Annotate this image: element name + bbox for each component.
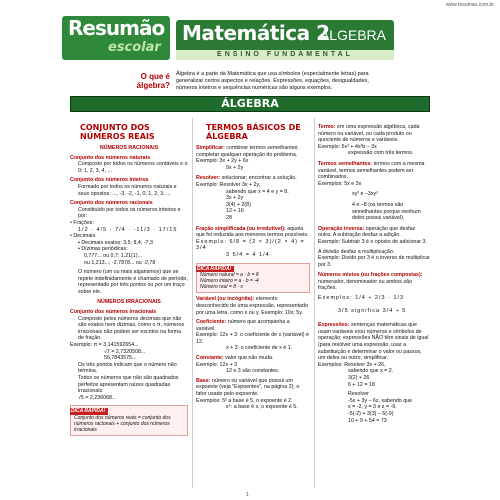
intro-text: Álgebra é a parte da Matemática que usa símbolos (especialmente letras) para generalizar certos aspectos e relações. Expressões, equações, desigualdades, números inteiros e sequências numéricas são alguns exemplos. <box>176 71 369 91</box>
column-real-numbers <box>70 114 188 500</box>
column-divider <box>192 118 193 488</box>
term-label: Simplificar: <box>196 145 225 151</box>
intro-question: O que é álgebra? <box>136 72 170 90</box>
term-label: Operação inversa: <box>318 225 365 232</box>
page-title: Matemática 2 <box>182 21 330 45</box>
tagline: ENSINO FUNDAMENTAL <box>176 50 394 60</box>
example: expressão com três termos. <box>348 150 414 157</box>
term-definition: combinar termos semelhantes; completar qualquer operação do problema. <box>196 145 299 158</box>
list-label: • Decimais: <box>70 233 97 240</box>
example: 9x + 2y <box>226 164 244 171</box>
term-label: Expressões: <box>318 322 350 329</box>
example: 3/5 significa 3/4 ÷ 5 <box>338 307 407 314</box>
example: Resolver <box>348 391 369 398</box>
subheading: Conjunto dos números naturais <box>70 154 151 161</box>
quick-tip-line: Número natural = a · b = 8 <box>200 271 259 278</box>
column-terms-expressions <box>318 114 430 500</box>
term-label: Fração simplificada (ou irredutível): <box>196 225 286 232</box>
term-label: Resolver: <box>196 175 221 182</box>
term-definition: sentenças matemáticas que usam variáveis e/ou números e símbolos de operação; expressões NÃO têm sinais de igual (para resolver uma expressão, usar a substituição e determinar o valor ou passos, um deles ou outro; simplificar. <box>318 322 429 362</box>
example: 10 + 9 + 54 = 73 <box>348 417 387 424</box>
example: 56,7843575... <box>104 355 137 362</box>
paragraph: Composto por todos os números contáveis e o 0; 1, 2, 3, 4, ... <box>78 161 188 174</box>
example: sabendo que x = 2. <box>348 368 394 375</box>
title-box <box>176 20 394 50</box>
term-label: Termos semelhantes: <box>318 160 373 167</box>
example: √7 = 2,7320508... <box>104 348 146 355</box>
paragraph: Constituído por todos os números inteiros e por: <box>78 206 181 220</box>
quick-tip-box <box>70 405 188 436</box>
example: √5 = 2,236068... <box>78 394 117 401</box>
logo-text-bottom: escolar <box>108 40 161 55</box>
header <box>62 14 392 58</box>
example: 6 + 12 = 18 <box>348 381 375 388</box>
list-item: ou 1,213...; -2,7878... ou -2,78 <box>84 259 156 266</box>
paragraph: A divisão desfaz a multiplicação. <box>318 248 395 255</box>
subheading: Conjunto dos números inteiros <box>70 177 149 184</box>
term-definition: número ou variável que possui um expoente (veja "Expoentes", na página 2); o fator usado pelo expoente. <box>196 377 300 398</box>
site-url[interactable]: www.resumao.com.br <box>445 2 494 8</box>
term-definition: em uma expressão algébrica, cada número ou variável, ou cada produto ou quociente de números e variáveis. <box>318 124 420 144</box>
page-number: 1 <box>246 492 249 498</box>
section-heading: CONJUNTO DOS NÚMEROS REAIS <box>80 123 155 141</box>
example: Exemplo: π = 3,141592654... <box>70 342 139 349</box>
example: Exemplo: 3x + 2y + 6x <box>196 158 249 165</box>
example: Exemplo: 6/8 = (2 × 3)/(2 × 4) = 3/4 <box>196 238 305 252</box>
list-label: • Frações: <box>70 219 94 226</box>
example: 28 <box>226 214 232 221</box>
list-item: 0,777... ou 0,7; 1,21(1)... <box>84 252 143 259</box>
example: Exemplo: Dividir por 3 é o inverso de multiplicar por 3. <box>318 255 430 268</box>
example: Exemplos: 5² a base é 5, o expoente é 2. <box>196 397 293 404</box>
example: Exemplo: Subtrair 3 é o oposto de adicionar 3. <box>318 238 427 245</box>
section-heading: TERMOS BÁSICOS DE ÁLGEBRA <box>206 123 301 141</box>
column-divider <box>314 118 315 488</box>
example: 4 e –8 (os termos são semelhantes porque nenhum deles possui variável). <box>352 201 421 222</box>
banner-title: ÁLGEBRA <box>221 97 279 110</box>
example: x + 3: o coeficiente de x é 1. <box>226 345 293 352</box>
example: 3x + 2y <box>226 195 244 202</box>
subheading: NÚMEROS RACIONAIS <box>99 145 159 151</box>
quick-tip-line: Número inteiro = a · b = -4 <box>200 277 259 284</box>
term-definition: elemento desconhecido de uma expressão, representado por uma letra, como x ou y. Exemplo: 10x; 5y. <box>196 296 308 316</box>
example: x⁵: a base é x, o expoente é 5. <box>226 404 298 411</box>
example: Exemplos: 5x e 3x <box>318 180 362 187</box>
brand-logo <box>62 16 170 60</box>
paragraph: Todos os números que não são quadrados perfeitos apresentam raízes quadradas irracionais: <box>78 375 179 395</box>
quick-tip-text: Conjunto dos números reais = conjunto dos números racionais + conjunto dos números irracionais <box>74 414 171 433</box>
example: -5(-2) + 3(3) – 6(-9) <box>348 410 394 417</box>
column-basic-terms <box>196 114 310 500</box>
quick-tip-label: DICA RÁPIDA! <box>196 266 234 272</box>
term-definition: aquela que foi reduzida aos menores termos possíveis. <box>196 225 309 239</box>
paragraph: O número (um ou mais algarismos) que se repete indefinidamente é chamado de período, representado por três pontos ou por um traço sobre ele. <box>78 269 188 295</box>
term-label: Constante: <box>196 355 224 362</box>
term-definition: numerador, denominador ou ambos são frações. <box>318 278 412 292</box>
term-label: Coeficiente: <box>196 319 227 326</box>
term-definition: operação que desfaz outra. A subtração desfaz a adição. <box>318 225 416 239</box>
list-item: ▪ Decimais exatos: 3,5; 8,4; -7,3 <box>78 239 153 246</box>
term-definition: solucionar; encontrar a solução. <box>221 175 297 182</box>
example: Exemplo: 12x + 3 <box>196 361 238 368</box>
logo-text-top: Resumão <box>68 16 165 40</box>
example: 3(2) + 26 <box>348 375 370 381</box>
subheading: Conjunto dos números racionais <box>70 200 153 207</box>
term-label: Números mistos (ou frações compostas): <box>318 272 423 279</box>
paragraph: Os três pontos indicam que o número não termina. <box>78 361 177 375</box>
example: xy² e –3xy² <box>352 191 378 198</box>
example: 3(4) + 2(8) <box>226 201 251 208</box>
example: Exemplo: 5x³ + 4x²b – 3x <box>318 143 377 150</box>
quick-tip-box <box>196 263 310 294</box>
quick-tip-label: DICA RÁPIDA! <box>70 408 108 414</box>
paragraph: Formado por todos os números naturais e seus opostos: ..., -3, -2, -1, 0, 1, 2, 3, ... <box>78 183 177 197</box>
term-definition: valor que não muda. <box>225 355 274 362</box>
example: Exemplos: 1/4 ÷ 2/3 · 1/3 <box>318 295 405 302</box>
example: 3 5/4 = 4 1/4 <box>226 251 270 258</box>
quick-tip-line: Número real = 8 · x <box>200 284 243 291</box>
paragraph: Composto pelos números decimais que não são exatos nem dízimas, como o π, números irracionais não podem ser escritos na forma de fração. <box>78 315 185 342</box>
term-definition: termos com a mesma variável, termos semelhantes podem ser combinados. <box>318 160 425 181</box>
term-label: Base: <box>196 377 211 384</box>
example: sabendo que x = 4 e y = 8. <box>226 188 289 195</box>
example: x = -2, y = 3 e z = -9. <box>348 404 397 411</box>
example: Exemplos: Resolver 3x + 26, <box>318 361 386 368</box>
example: -5x + 3y – 6z, sabendo que <box>348 397 413 404</box>
term-label: Variável (ou incógnita): <box>196 296 255 303</box>
example: 12 + 16 <box>226 208 244 215</box>
example: Exemplo: Resolver 3x + 2y, <box>196 181 261 188</box>
list-item: ▪ Dízimas periódicas: <box>78 246 128 253</box>
term-label: Termo: <box>318 124 336 130</box>
term-definition: número que acompanha a variável. <box>196 319 290 332</box>
fractions-example: 1/2 · 4/5 · 7/4 · -11/3 · 17/15 <box>78 226 178 233</box>
subheading: Conjunto dos números irracionais <box>70 309 157 316</box>
page-subtitle: ÁLGEBRA <box>319 27 386 43</box>
section-banner <box>70 96 430 112</box>
example: Exemplo: 12x + 3: o coeficiente de x (variável) é 12. <box>196 332 309 345</box>
subheading: NÚMEROS IRRACIONAIS <box>97 299 161 306</box>
example: 12 e 3 são constantes. <box>226 368 280 375</box>
